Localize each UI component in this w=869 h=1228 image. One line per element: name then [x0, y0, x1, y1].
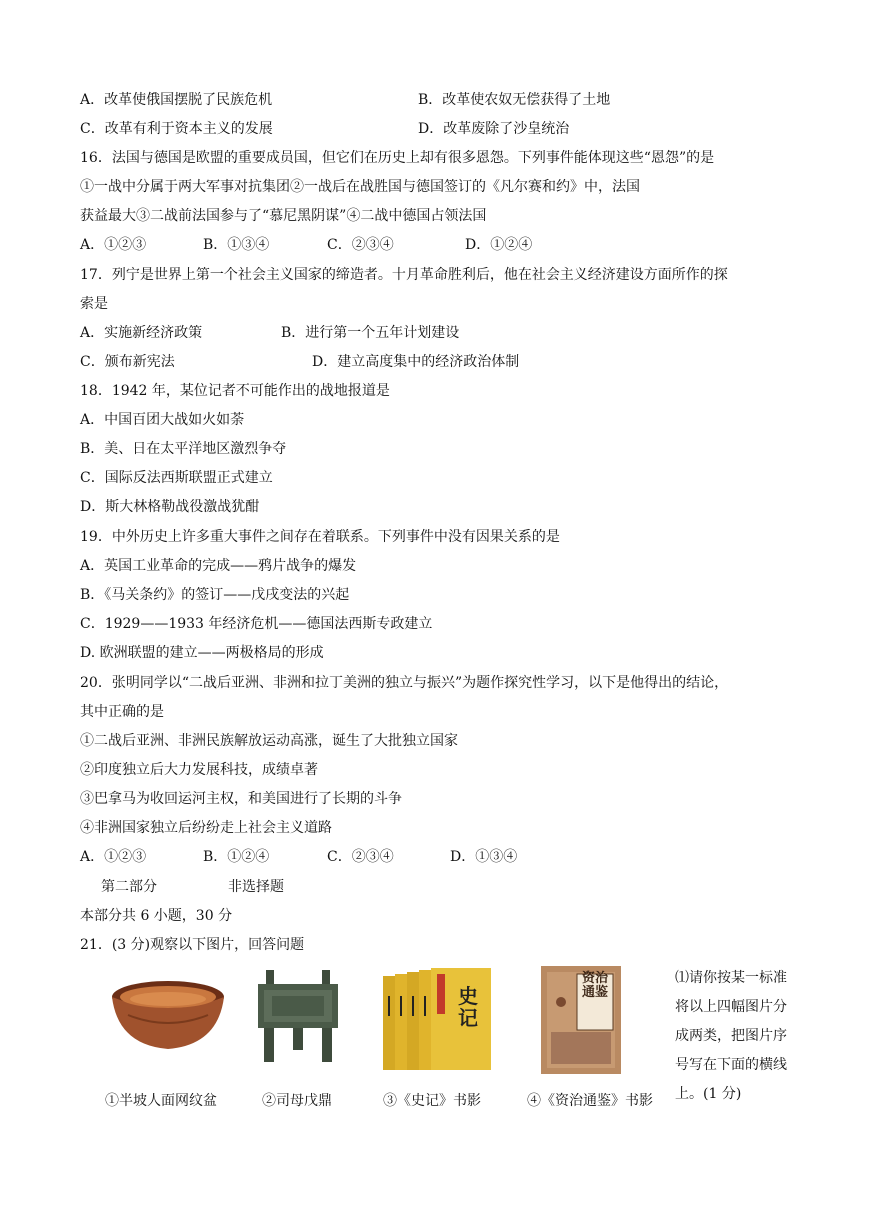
q20-option-c: C．②③④: [327, 849, 394, 865]
q18-option-a: A．中国百团大战如火如荼: [80, 412, 245, 428]
caption-3: ③《史记》书影: [383, 1093, 481, 1109]
q18-option-b: B．美、日在太平洋地区激烈争夺: [80, 441, 287, 457]
q16-option-b: B．①③④: [203, 237, 270, 253]
q20-statement-2: ②印度独立后大力发展科技，成绩卓著: [80, 762, 318, 778]
q20-option-b: B．①②④: [203, 849, 270, 865]
q21-stem: 21．(3 分)观察以下图片，回答问题: [80, 937, 305, 953]
shiji-cover-title: 史记: [458, 984, 478, 1030]
q18-option-d: D．斯大林格勒战役激战犹酣: [80, 499, 260, 515]
q19-stem: 19．中外历史上许多重大事件之间存在着联系。下列事件中没有因果关系的是: [80, 529, 560, 545]
q15-option-c: C．改革有利于资本主义的发展: [80, 121, 273, 137]
q17-option-d: D．建立高度集中的经济政治体制: [312, 354, 520, 370]
q19-option-b: B．《马关条约》的签订——戊戌变法的兴起: [80, 587, 350, 603]
q16-option-c: C．②③④: [327, 237, 394, 253]
caption-1: ①半坡人面网纹盆: [105, 1093, 217, 1109]
q20-stem: 20．张明同学以“二战后亚洲、非洲和拉丁美洲的独立与振兴”为题作探究性学习，以下是他得出的结论，: [80, 675, 729, 691]
q20-option-d: D．①③④: [450, 849, 518, 865]
q17-stem: 17．列宁是世界上第一个社会主义国家的缔造者。十月革命胜利后，他在社会主义经济建设方面所作的探: [80, 267, 728, 283]
q20-stem-cont: 其中正确的是: [80, 704, 164, 720]
simuwu-ding-image: [252, 968, 344, 1064]
caption-2: ②司母戊鼎: [262, 1093, 332, 1109]
q18-option-c: C．国际反法西斯联盟正式建立: [80, 470, 273, 486]
q16-option-a: A．①②③: [80, 237, 147, 253]
part-info: 本部分共 6 小题，30 分: [80, 908, 233, 924]
q18-stem: 18．1942 年，某位记者不可能作出的战地报道是: [80, 383, 390, 399]
caption-4: ④《资治通鉴》书影: [527, 1093, 653, 1109]
q16-option-d: D．①②④: [465, 237, 533, 253]
q16-stem: 16．法国与德国是欧盟的重要成员国，但它们在历史上却有很多恩怨。下列事件能体现这些“恩怨”的是: [80, 150, 715, 166]
zizhitongjian-cover-title: 资治通鉴: [581, 971, 608, 1000]
q16-statements-line2: 获益最大③二战前法国参与了“慕尼黑阴谋”④二战中德国占领法国: [80, 208, 487, 224]
banpo-basin-image: [108, 975, 228, 1053]
q15-option-b: B．改革使农奴无偿获得了土地: [418, 92, 611, 108]
q20-option-a: A．①②③: [80, 849, 147, 865]
q20-statement-3: ③巴拿马为收回运河主权，和美国进行了长期的斗争: [80, 791, 402, 807]
q17-option-a: A．实施新经济政策: [80, 325, 203, 341]
q17-option-c: C．颁布新宪法: [80, 354, 175, 370]
q17-stem-cont: 索是: [80, 296, 108, 312]
q17-option-b: B．进行第一个五年计划建设: [281, 325, 460, 341]
q19-option-a: A．英国工业革命的完成——鸦片战争的爆发: [80, 558, 357, 574]
part-subtitle: 非选择题: [228, 879, 284, 895]
q15-option-d: D．改革废除了沙皇统治: [418, 121, 570, 137]
q20-statement-1: ①二战后亚洲、非洲民族解放运动高涨，诞生了大批独立国家: [80, 733, 458, 749]
q16-statements-line1: ①一战中分属于两大军事对抗集团②一战后在战胜国与德国签订的《凡尔赛和约》中，法国: [80, 179, 640, 195]
q15-option-a: A．改革使俄国摆脱了民族危机: [80, 92, 273, 108]
part-title: 第二部分: [101, 879, 157, 895]
q20-statement-4: ④非洲国家独立后纷纷走上社会主义道路: [80, 820, 332, 836]
q19-option-d: D. 欧洲联盟的建立——两极格局的形成: [80, 645, 324, 661]
q19-option-c: C．1929——1933 年经济危机——德国法西斯专政建立: [80, 616, 433, 632]
q21-subquestion-1: ⑴请你按某一标准将以上四幅图片分成两类，把图片序号写在下面的横线上。(1 分): [675, 970, 787, 1102]
